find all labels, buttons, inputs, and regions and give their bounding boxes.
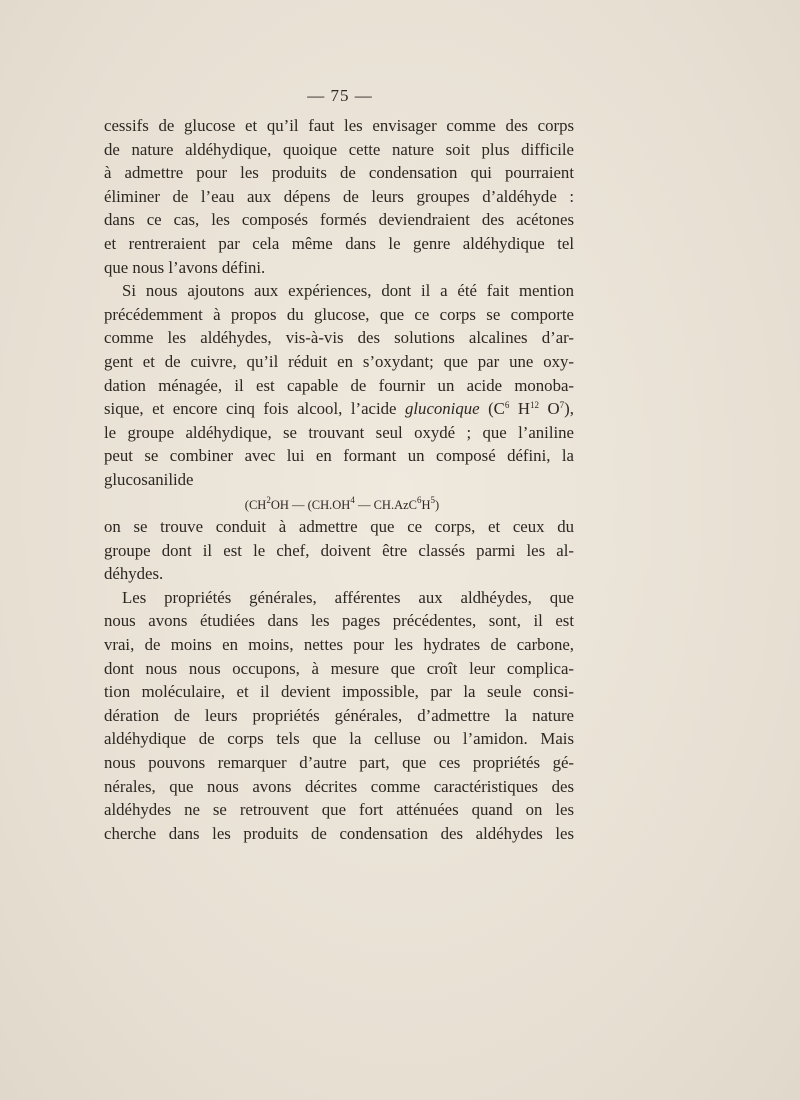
text-line: aldéhydique de corps tels que la celluse ou l’amidon. Mais bbox=[104, 729, 574, 749]
text-line: dération de leurs propriétés générales, d’admettre la nature bbox=[104, 705, 574, 725]
glucosanilide-formula: ($CH^2OH$ — ($CH.OH^4$ — $CH.AzC^6H^5$) bbox=[244, 494, 440, 512]
text-line: de nature aldéhydique, quoique cette nature soit plus difficile bbox=[104, 139, 574, 159]
text-line: comme les aldéhydes, vis-à-vis des solutions alcalines d’ar- bbox=[104, 328, 574, 348]
text-fragment: sique, et encore cinq fois alcool, l’acide bbox=[104, 399, 405, 419]
text-line: gent et de cuivre, qu’il réduit en s’oxydant; que par une oxy- bbox=[104, 351, 574, 371]
text-line: Les propriétés générales, afférentes aux aldhéydes, que bbox=[122, 587, 574, 607]
text-line: à admettre pour les produits de condensation qui pourraient bbox=[104, 163, 574, 183]
text-line: glucosanilide bbox=[104, 469, 194, 489]
text-line: nous avons étudiées dans les pages précédentes, sont, il est bbox=[104, 611, 574, 631]
acid-formula: ($C^6$ $H^{12}$ $O^7$), bbox=[479, 399, 574, 419]
acid-name: gluconique bbox=[405, 399, 480, 419]
text-line: dation ménagée, il est capable de fournir un acide monoba- bbox=[104, 375, 574, 395]
text-line: groupe dont il est le chef, doivent être classés parmi les al- bbox=[104, 540, 574, 560]
text-line: cherche dans les produits de condensation des aldéhydes les bbox=[104, 823, 574, 843]
text-line: cessifs de glucose et qu’il faut les envisager comme des corps bbox=[104, 116, 574, 135]
body-text bbox=[104, 114, 574, 845]
text-line: éliminer de l’eau aux dépens de leurs groupes d’aldéhyde : bbox=[104, 186, 574, 206]
text-line: vrai, de moins en moins, nettes pour les hydrates de carbone, bbox=[104, 635, 574, 655]
text-line: tion moléculaire, et il devient impossible, par la seule consi- bbox=[104, 682, 574, 702]
text-line: Si nous ajoutons aux expériences, dont il a été fait mention bbox=[122, 281, 574, 301]
text-line: aldéhydes ne se retrouvent que fort atténuées quand on les bbox=[104, 800, 574, 820]
text-line: nérales, que nous avons décrites comme caractéristiques des bbox=[104, 776, 574, 796]
text-line: dont nous nous occupons, à mesure que croît leur complica- bbox=[104, 658, 574, 678]
text-line: nous pouvons remarquer d’autre part, que ces propriétés gé- bbox=[104, 753, 574, 773]
text-line: le groupe aldéhydique, se trouvant seul oxydé ; que l’aniline bbox=[104, 422, 574, 442]
text-line: on se trouve conduit à admettre que ce corps, et ceux du bbox=[104, 517, 574, 537]
text-line: que nous l’avons défini. bbox=[104, 257, 266, 277]
text-line: déhydes. bbox=[104, 564, 164, 584]
text-line: et rentreraient par cela même dans le genre aldéhydique tel bbox=[104, 233, 574, 253]
page-number: — 75 — bbox=[307, 86, 373, 105]
text-line-gluconic bbox=[104, 397, 574, 421]
text-line: précédemment à propos du glucose, que ce corps se comporte bbox=[104, 304, 574, 324]
text-line: dans ce cas, les composés formés deviendraient des acétones bbox=[104, 210, 574, 230]
text-line: peut se combiner avec lui en formant un composé défini, la bbox=[104, 446, 574, 466]
